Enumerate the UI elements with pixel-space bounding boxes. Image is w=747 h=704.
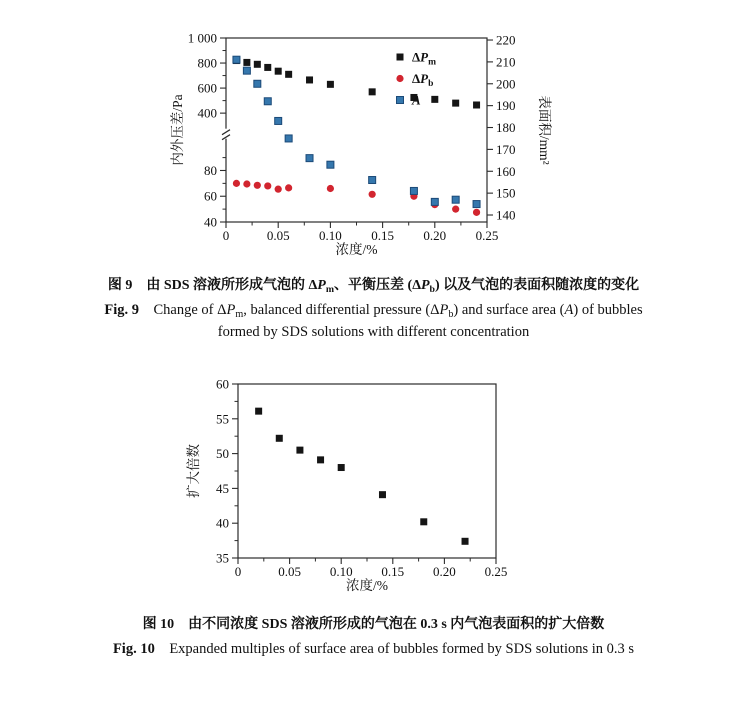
- data-point: [285, 135, 292, 142]
- chart-figure-10: [135, 358, 595, 613]
- x-axis-label: 浓度/%: [335, 242, 378, 257]
- data-point: [396, 75, 403, 82]
- tick-label: 190: [496, 98, 516, 114]
- data-point: [255, 408, 262, 415]
- caption-segment: Change of Δ: [153, 302, 227, 318]
- left-axis: [169, 31, 230, 230]
- tick-label: 600: [197, 80, 217, 96]
- tick-label: 0.10: [319, 228, 342, 243]
- data-point: [285, 184, 292, 191]
- data-point: [243, 59, 250, 66]
- tick-label: 800: [197, 55, 217, 71]
- tick-label: 60: [216, 376, 229, 392]
- tick-label: 0.05: [278, 564, 301, 579]
- legend-label: [411, 93, 421, 108]
- tick-label: 0.25: [475, 228, 499, 243]
- data-point: [369, 88, 376, 95]
- caption-segment: ) of bubbles: [573, 302, 643, 318]
- data-point: [306, 155, 313, 162]
- caption-segment: m: [325, 283, 335, 295]
- data-point: [264, 182, 271, 189]
- tick-label: 60: [204, 188, 217, 204]
- text-segment: Δ: [412, 49, 421, 65]
- data-point: [327, 185, 334, 192]
- data-point: [379, 491, 386, 498]
- tick-label: 40: [216, 515, 229, 531]
- data-point: [233, 180, 240, 187]
- caption-segment: Fig. 9: [104, 302, 154, 318]
- caption-segment: formed by SDS solutions with different concentration: [217, 324, 530, 340]
- caption-segment: b: [429, 283, 435, 295]
- caption-segment: P: [420, 278, 430, 293]
- data-point: [296, 447, 303, 454]
- tick-label: 0.10: [329, 564, 353, 579]
- tick-label: 40: [204, 214, 217, 230]
- tick-label: 150: [496, 185, 516, 201]
- data-point: [452, 100, 459, 107]
- data-point: [264, 98, 271, 105]
- x-axis: [235, 558, 508, 593]
- data-point: [276, 435, 283, 442]
- data-point: [264, 64, 271, 71]
- data-point: [420, 518, 427, 525]
- data-point: [233, 56, 240, 63]
- data-point: [275, 117, 282, 124]
- tick-label: 220: [496, 32, 516, 48]
- tick-label: 0: [222, 228, 230, 243]
- legend-label: [412, 50, 436, 68]
- text-segment: Δ: [412, 71, 421, 86]
- data-point: [243, 180, 250, 187]
- right-axis-label: 表面积/mm²: [537, 95, 552, 165]
- tick-label: 0.15: [371, 228, 394, 243]
- data-point: [397, 54, 404, 61]
- tick-label: 50: [216, 446, 229, 462]
- data-point: [452, 196, 459, 203]
- data-point: [410, 187, 417, 194]
- data-point: [462, 538, 469, 545]
- plot-frame: [238, 384, 496, 558]
- legend: [396, 50, 436, 108]
- right-axis: [487, 33, 553, 223]
- caption-segment: ) 以及气泡的表面积随浓度的变化: [435, 278, 640, 293]
- tick-label: 140: [496, 207, 516, 223]
- tick-label: 35: [216, 550, 229, 566]
- caption-segment: 图 9 由 SDS 溶液所形成气泡的 Δ: [107, 278, 318, 293]
- data-point: [327, 161, 334, 168]
- caption-segment: Expanded multiples of surface area of bubbles formed by SDS solutions in 0.3 s: [169, 641, 635, 657]
- legend-label: [412, 71, 433, 89]
- figure-9-caption-en-line1: [0, 301, 747, 324]
- tick-label: 160: [496, 163, 516, 179]
- tick-label: 210: [496, 54, 516, 70]
- caption-segment: m: [235, 309, 244, 321]
- data-point: [473, 101, 480, 108]
- figure-10-caption-zh: [0, 616, 747, 634]
- tick-label: 0.20: [423, 228, 447, 243]
- tick-label: 200: [496, 76, 516, 92]
- tick-label: 0.05: [266, 228, 290, 243]
- x-axis-label: 浓度/%: [346, 578, 388, 593]
- data-point: [397, 97, 404, 104]
- data-point: [317, 456, 324, 463]
- data-point: [431, 96, 438, 103]
- data-point: [243, 67, 250, 74]
- chart-figure-9: [90, 8, 605, 278]
- caption-segment: 、平衡压差 (Δ: [334, 278, 421, 293]
- figure-10-caption-en: [0, 640, 747, 658]
- data-point: [275, 186, 282, 193]
- left-axis-label: 内外压差/Pa: [170, 94, 185, 166]
- caption-segment: b: [448, 309, 454, 321]
- series-multiple: [255, 408, 468, 545]
- caption-segment: A: [564, 302, 574, 318]
- data-point: [431, 198, 438, 205]
- data-point: [369, 191, 376, 198]
- text-segment: P: [420, 49, 429, 65]
- caption-segment: P: [317, 278, 326, 293]
- data-point: [452, 206, 459, 213]
- series-dPb: [233, 180, 480, 216]
- data-point: [473, 209, 480, 216]
- caption-segment: , balanced differential pressure (Δ: [243, 302, 440, 318]
- tick-label: 0.20: [433, 564, 456, 579]
- left-axis: [185, 377, 238, 566]
- figure-9-caption-en-line2: [0, 323, 747, 341]
- caption-segment: P: [226, 302, 236, 318]
- tick-label: 45: [216, 480, 229, 496]
- data-point: [275, 68, 282, 75]
- x-axis: [223, 222, 499, 257]
- tick-label: 1 000: [187, 30, 217, 46]
- tick-label: 170: [496, 141, 516, 157]
- caption-segment: P: [439, 302, 449, 318]
- text-segment: m: [428, 57, 437, 68]
- data-point: [254, 182, 261, 189]
- tick-label: 400: [197, 105, 217, 121]
- figure-9-caption-zh: [0, 277, 747, 299]
- tick-label: 0: [234, 564, 242, 579]
- data-point: [254, 61, 261, 68]
- data-point: [473, 201, 480, 208]
- caption-segment: Fig. 10: [112, 641, 170, 657]
- tick-label: 0.25: [484, 564, 508, 579]
- data-point: [327, 81, 334, 88]
- data-point: [369, 177, 376, 184]
- tick-label: 180: [496, 120, 516, 136]
- caption-segment: ) and surface area (: [453, 302, 565, 318]
- data-point: [338, 464, 345, 471]
- left-axis-label: 扩大倍数: [186, 444, 201, 498]
- tick-label: 55: [216, 411, 229, 427]
- text-segment: P: [420, 71, 429, 86]
- tick-label: 0.15: [381, 564, 405, 579]
- data-point: [254, 80, 261, 87]
- data-point: [285, 71, 292, 78]
- data-point: [306, 76, 313, 83]
- text-segment: b: [428, 79, 434, 89]
- text-segment: A: [412, 92, 421, 108]
- tick-label: 80: [204, 162, 217, 178]
- caption-segment: 图 10 由不同浓度 SDS 溶液所形成的气泡在 0.3 s 内气泡表面积的扩大倍数: [142, 617, 605, 632]
